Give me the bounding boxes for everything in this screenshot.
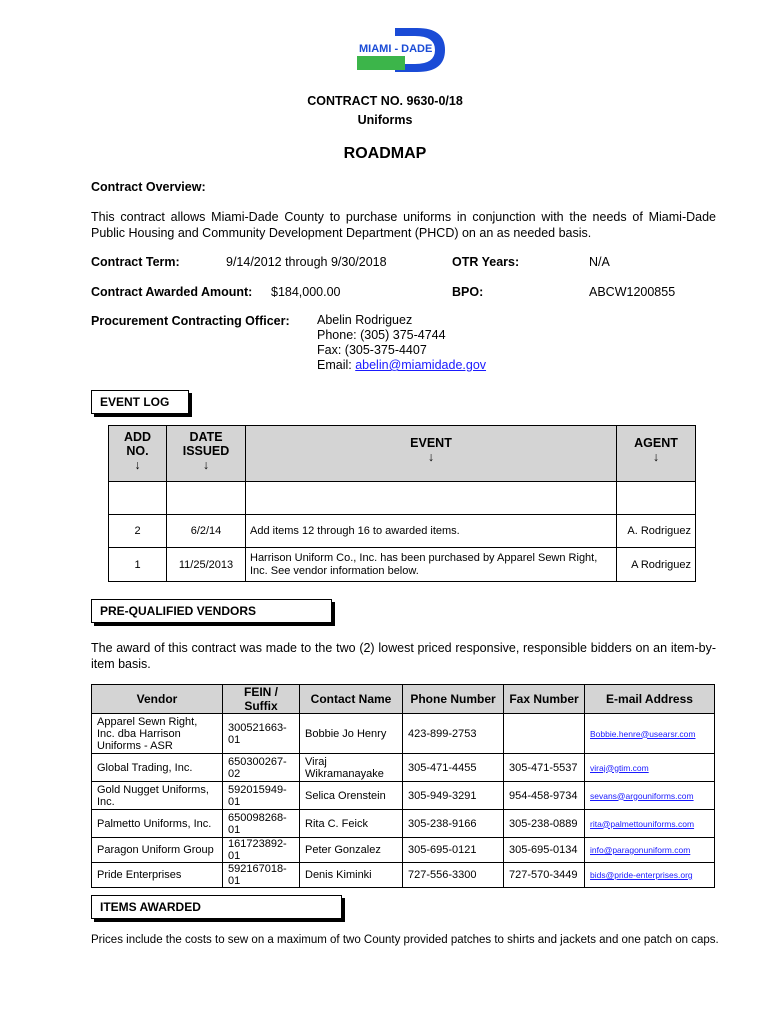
overview-text: This contract allows Miami-Dade County to purchase uniforms in conjunction with the needs of Miami-Dade Public Housing and Community Development Department (PHCD) on an as needed basis.: [91, 210, 716, 240]
vendor-email-link[interactable]: rita@palmettouniforms.com: [585, 810, 715, 838]
vendor-row: [92, 754, 715, 782]
vendor-email-link[interactable]: info@paragonuniform.com: [585, 838, 715, 863]
event-log-header-row: [109, 426, 696, 482]
logo-graphic: [355, 26, 449, 74]
vendor-contact: Denis Kiminki: [300, 863, 403, 888]
add-no-header-line2: NO.: [126, 444, 149, 458]
phone-header: Phone Number: [403, 685, 504, 714]
vendor-row: [92, 714, 715, 754]
vendor-fein: 592167018-01: [223, 863, 300, 888]
officer-fax: Fax: (305-375-4407: [317, 343, 427, 357]
officer-phone: Phone: (305) 375-4744: [317, 328, 446, 342]
vendor-fein: 650098268-01: [223, 810, 300, 838]
contract-number: CONTRACT NO. 9630-0/18: [307, 94, 463, 108]
vendor-row: [92, 863, 715, 888]
vendor-email-link[interactable]: viraj@gtim.com: [585, 754, 715, 782]
vendor-name: Pride Enterprises: [92, 863, 223, 888]
vendor-phone: 305-949-3291: [403, 782, 504, 810]
vendor-name: Palmetto Uniforms, Inc.: [92, 810, 223, 838]
vendor-row: [92, 838, 715, 863]
officer-email-link[interactable]: abelin@miamidade.gov: [355, 358, 487, 372]
roadmap-heading: ROADMAP: [343, 145, 427, 162]
officer-email-label: Email:: [317, 358, 356, 372]
vendor-contact: Rita C. Feick: [300, 810, 403, 838]
vendor-name: Apparel Sewn Right, Inc. dba Harrison Uniforms - ASR: [92, 714, 223, 754]
event-header: [246, 426, 617, 482]
event-agent: A. Rodriguez: [617, 515, 696, 548]
down-arrow-icon: ↓: [427, 450, 435, 464]
event-log-table: [108, 425, 696, 582]
vendor-phone: 305-471-4455: [403, 754, 504, 782]
vendor-fein: 592015949-01: [223, 782, 300, 810]
vendor-email-link[interactable]: sevans@argouniforms.com: [585, 782, 715, 810]
agent-header-label: AGENT: [634, 436, 678, 450]
vendor-email-link[interactable]: Bobbie.henre@usearsr.com: [585, 714, 715, 754]
down-arrow-icon: ↓: [134, 458, 141, 472]
event-header-label: EVENT: [410, 436, 452, 450]
vendor-header: Vendor: [92, 685, 223, 714]
vendors-intro: The award of this contract was made to the two (2) lowest priced responsive, responsible bidders on an item-by-item basis.: [91, 641, 716, 671]
vendor-fein: 300521663-01: [223, 714, 300, 754]
vendor-contact: Selica Orenstein: [300, 782, 403, 810]
vendor-phone: 727-556-3300: [403, 863, 504, 888]
vendor-phone: 305-238-9166: [403, 810, 504, 838]
vendor-fein: 650300267-02: [223, 754, 300, 782]
event-description: Add items 12 through 16 to awarded items.: [246, 515, 617, 548]
date-issued-header: [167, 426, 246, 482]
vendor-fax: 954-458-9734: [504, 782, 585, 810]
down-arrow-icon: ↓: [202, 458, 210, 472]
event-description: Harrison Uniform Co., Inc. has been purchased by Apparel Sewn Right, Inc. See vendor information below.: [246, 548, 617, 582]
contract-term-value: 9/14/2012 through 9/30/2018: [226, 255, 387, 269]
vendor-fax: 305-238-0889: [504, 810, 585, 838]
awarded-amount-value: $184,000.00: [271, 285, 341, 299]
down-arrow-icon: ↓: [652, 450, 660, 464]
vendor-row: [92, 782, 715, 810]
event-agent: A Rodriguez: [617, 548, 696, 582]
bpo-value: ABCW1200855: [589, 285, 676, 299]
event-date: 6/2/14: [167, 515, 246, 548]
items-awarded-note: Prices include the costs to sew on a maximum of two County provided patches to shirts and jackets and one patch on caps.: [91, 934, 719, 946]
awarded-amount-label: Contract Awarded Amount:: [91, 285, 253, 299]
contract-term-label: Contract Term:: [91, 255, 180, 269]
officer-label: Procurement Contracting Officer:: [91, 314, 290, 328]
event-description: [246, 482, 617, 515]
vendor-email-link[interactable]: bids@pride-enterprises.org: [585, 863, 715, 888]
event-log-row: [109, 548, 696, 582]
date-header-line2: ISSUED: [182, 444, 230, 458]
logo-text: MIAMI - DADE: [359, 43, 433, 55]
prequalified-vendors-tab: PRE-QUALIFIED VENDORS: [91, 599, 332, 623]
vendor-fax: [504, 714, 585, 754]
event-log-row: [109, 515, 696, 548]
miami-dade-logo: [355, 26, 449, 74]
officer-name: Abelin Rodriguez: [317, 313, 413, 327]
vendor-row: [92, 810, 715, 838]
vendor-fein: 161723892-01: [223, 838, 300, 863]
event-log-row: [109, 482, 696, 515]
vendor-fax: 727-570-3449: [504, 863, 585, 888]
event-date: 11/25/2013: [167, 548, 246, 582]
otr-years-value: N/A: [589, 255, 610, 269]
vendor-phone: 423-899-2753: [403, 714, 504, 754]
vendor-name: Gold Nugget Uniforms, Inc.: [92, 782, 223, 810]
date-header-line1: DATE: [189, 430, 223, 444]
bpo-label: BPO:: [452, 285, 484, 299]
event-agent: [617, 482, 696, 515]
officer-contact: [317, 313, 486, 373]
event-add-no: [109, 482, 167, 515]
vendor-contact: Bobbie Jo Henry: [300, 714, 403, 754]
agent-header: [617, 426, 696, 482]
contract-subtitle: Uniforms: [357, 113, 413, 127]
vendor-name: Paragon Uniform Group: [92, 838, 223, 863]
overview-label: Contract Overview:: [91, 180, 206, 194]
vendor-fax: 305-695-0134: [504, 838, 585, 863]
add-no-header-line1: ADD: [123, 430, 152, 444]
contact-header: Contact Name: [300, 685, 403, 714]
items-awarded-tab: ITEMS AWARDED: [91, 895, 342, 919]
vendors-header-row: [92, 685, 715, 714]
vendor-contact: Peter Gonzalez: [300, 838, 403, 863]
email-header: E-mail Address: [585, 685, 715, 714]
vendors-table: [91, 684, 715, 888]
add-no-header: [109, 426, 167, 482]
otr-years-label: OTR Years:: [452, 255, 520, 269]
fax-header: Fax Number: [504, 685, 585, 714]
vendor-phone: 305-695-0121: [403, 838, 504, 863]
event-log-tab: EVENT LOG: [91, 390, 189, 414]
vendor-contact: Viraj Wikramanayake: [300, 754, 403, 782]
fein-header: FEIN / Suffix: [223, 685, 300, 714]
event-add-no: 1: [109, 548, 167, 582]
event-add-no: 2: [109, 515, 167, 548]
officer-email-line: [317, 358, 486, 373]
event-date: [167, 482, 246, 515]
vendor-name: Global Trading, Inc.: [92, 754, 223, 782]
vendor-fax: 305-471-5537: [504, 754, 585, 782]
